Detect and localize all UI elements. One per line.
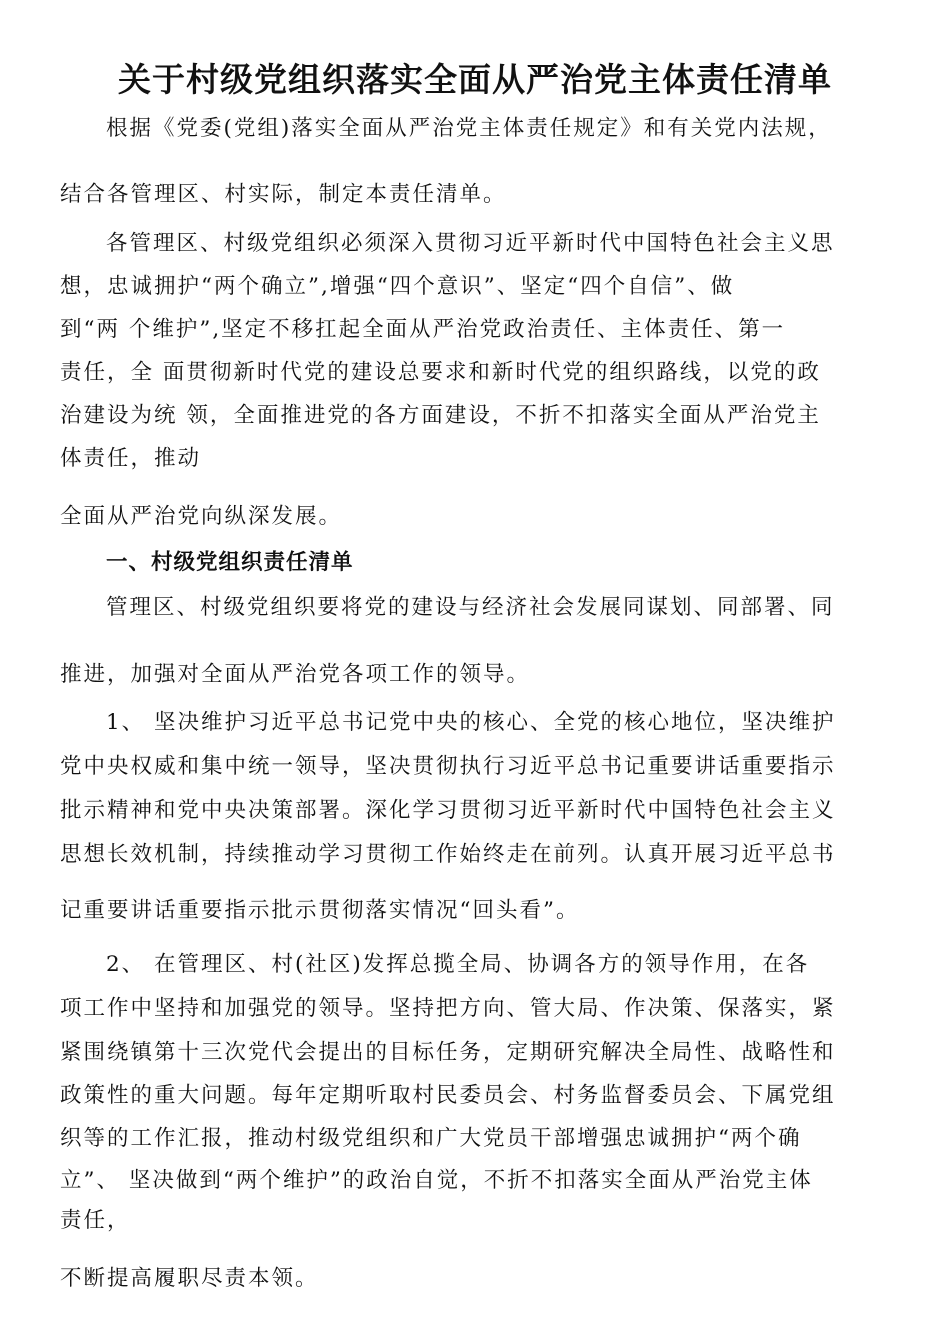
document-title: 关于村级党组织落实全面从严治党主体责任清单 [118,60,832,99]
para1-line-2: 想，忠诚拥护“两个确立”,增强“四个意识”、坚定“四个自信”、做 [60,274,735,299]
para1-line-5: 治建设为统 领，全面推进党的各方面建设，不折不扣落实全面从严治党主 [60,403,821,428]
item2-line-4: 政策性的重大问题。每年定期听取村民委员会、村务监督委员会、下属党组 [60,1083,836,1108]
intro-line-1: 根据《党委(党组)落实全面从严治党主体责任规定》和有关党内法规， [106,116,832,141]
item1-line-5: 记重要讲话重要指示批示贯彻落实情况“回头看”。 [60,898,580,923]
item1-line-1: 1、 坚决维护习近平总书记党中央的核心、全党的核心地位，坚决维护 [106,710,836,735]
para1-line-4: 责任，全 面贯彻新时代党的建设总要求和新时代党的组织路线，以党的政 [60,360,821,385]
section-intro-line-2: 推进，加强对全面从严治党各项工作的领导。 [60,662,531,687]
intro-line-2: 结合各管理区、村实际，制定本责任清单。 [60,182,507,207]
section-intro-line-1: 管理区、村级党组织要将党的建设与经济社会发展同谋划、同部署、同 [106,595,835,620]
para1-line-7: 全面从严治党向纵深发展。 [60,504,343,529]
item1-line-3: 批示精神和党中央决策部署。深化学习贯彻习近平新时代中国特色社会主义 [60,798,836,823]
para1-line-6: 体责任，推动 [60,446,202,471]
para1-line-1: 各管理区、村级党组织必须深入贯彻习近平新时代中国特色社会主义思 [106,231,835,256]
item2-line-8: 不断提高履职尽责本领。 [60,1266,319,1291]
item2-line-5: 织等的工作汇报，推动村级党组织和广大党员干部增强忠诚拥护“两个确 [60,1126,802,1151]
item1-line-2: 党中央权威和集中统一领导，坚决贯彻执行习近平总书记重要讲话重要指示 [60,754,836,779]
section-heading: 一、村级党组织责任清单 [106,550,354,575]
item2-line-3: 紧围绕镇第十三次党代会提出的目标任务，定期研究解决全局性、战略性和 [60,1040,836,1065]
item2-line-7: 责任， [60,1208,131,1233]
item1-line-4: 思想长效机制，持续推动学习贯彻工作始终走在前列。认真开展习近平总书 [60,842,836,867]
item2-line-1: 2、 在管理区、村(社区)发挥总揽全局、协调各方的领导作用，在各 [106,952,810,977]
para1-line-3: 到“两 个维护”,坚定不移扛起全面从严治党政治责任、主体责任、第一 [60,317,786,342]
item2-line-6: 立”、 坚决做到“两个维护”的政治自觉，不折不扣落实全面从严治党主体 [60,1168,813,1193]
item2-line-2: 项工作中坚持和加强党的领导。坚持把方向、管大局、作决策、保落实，紧 [60,996,836,1021]
